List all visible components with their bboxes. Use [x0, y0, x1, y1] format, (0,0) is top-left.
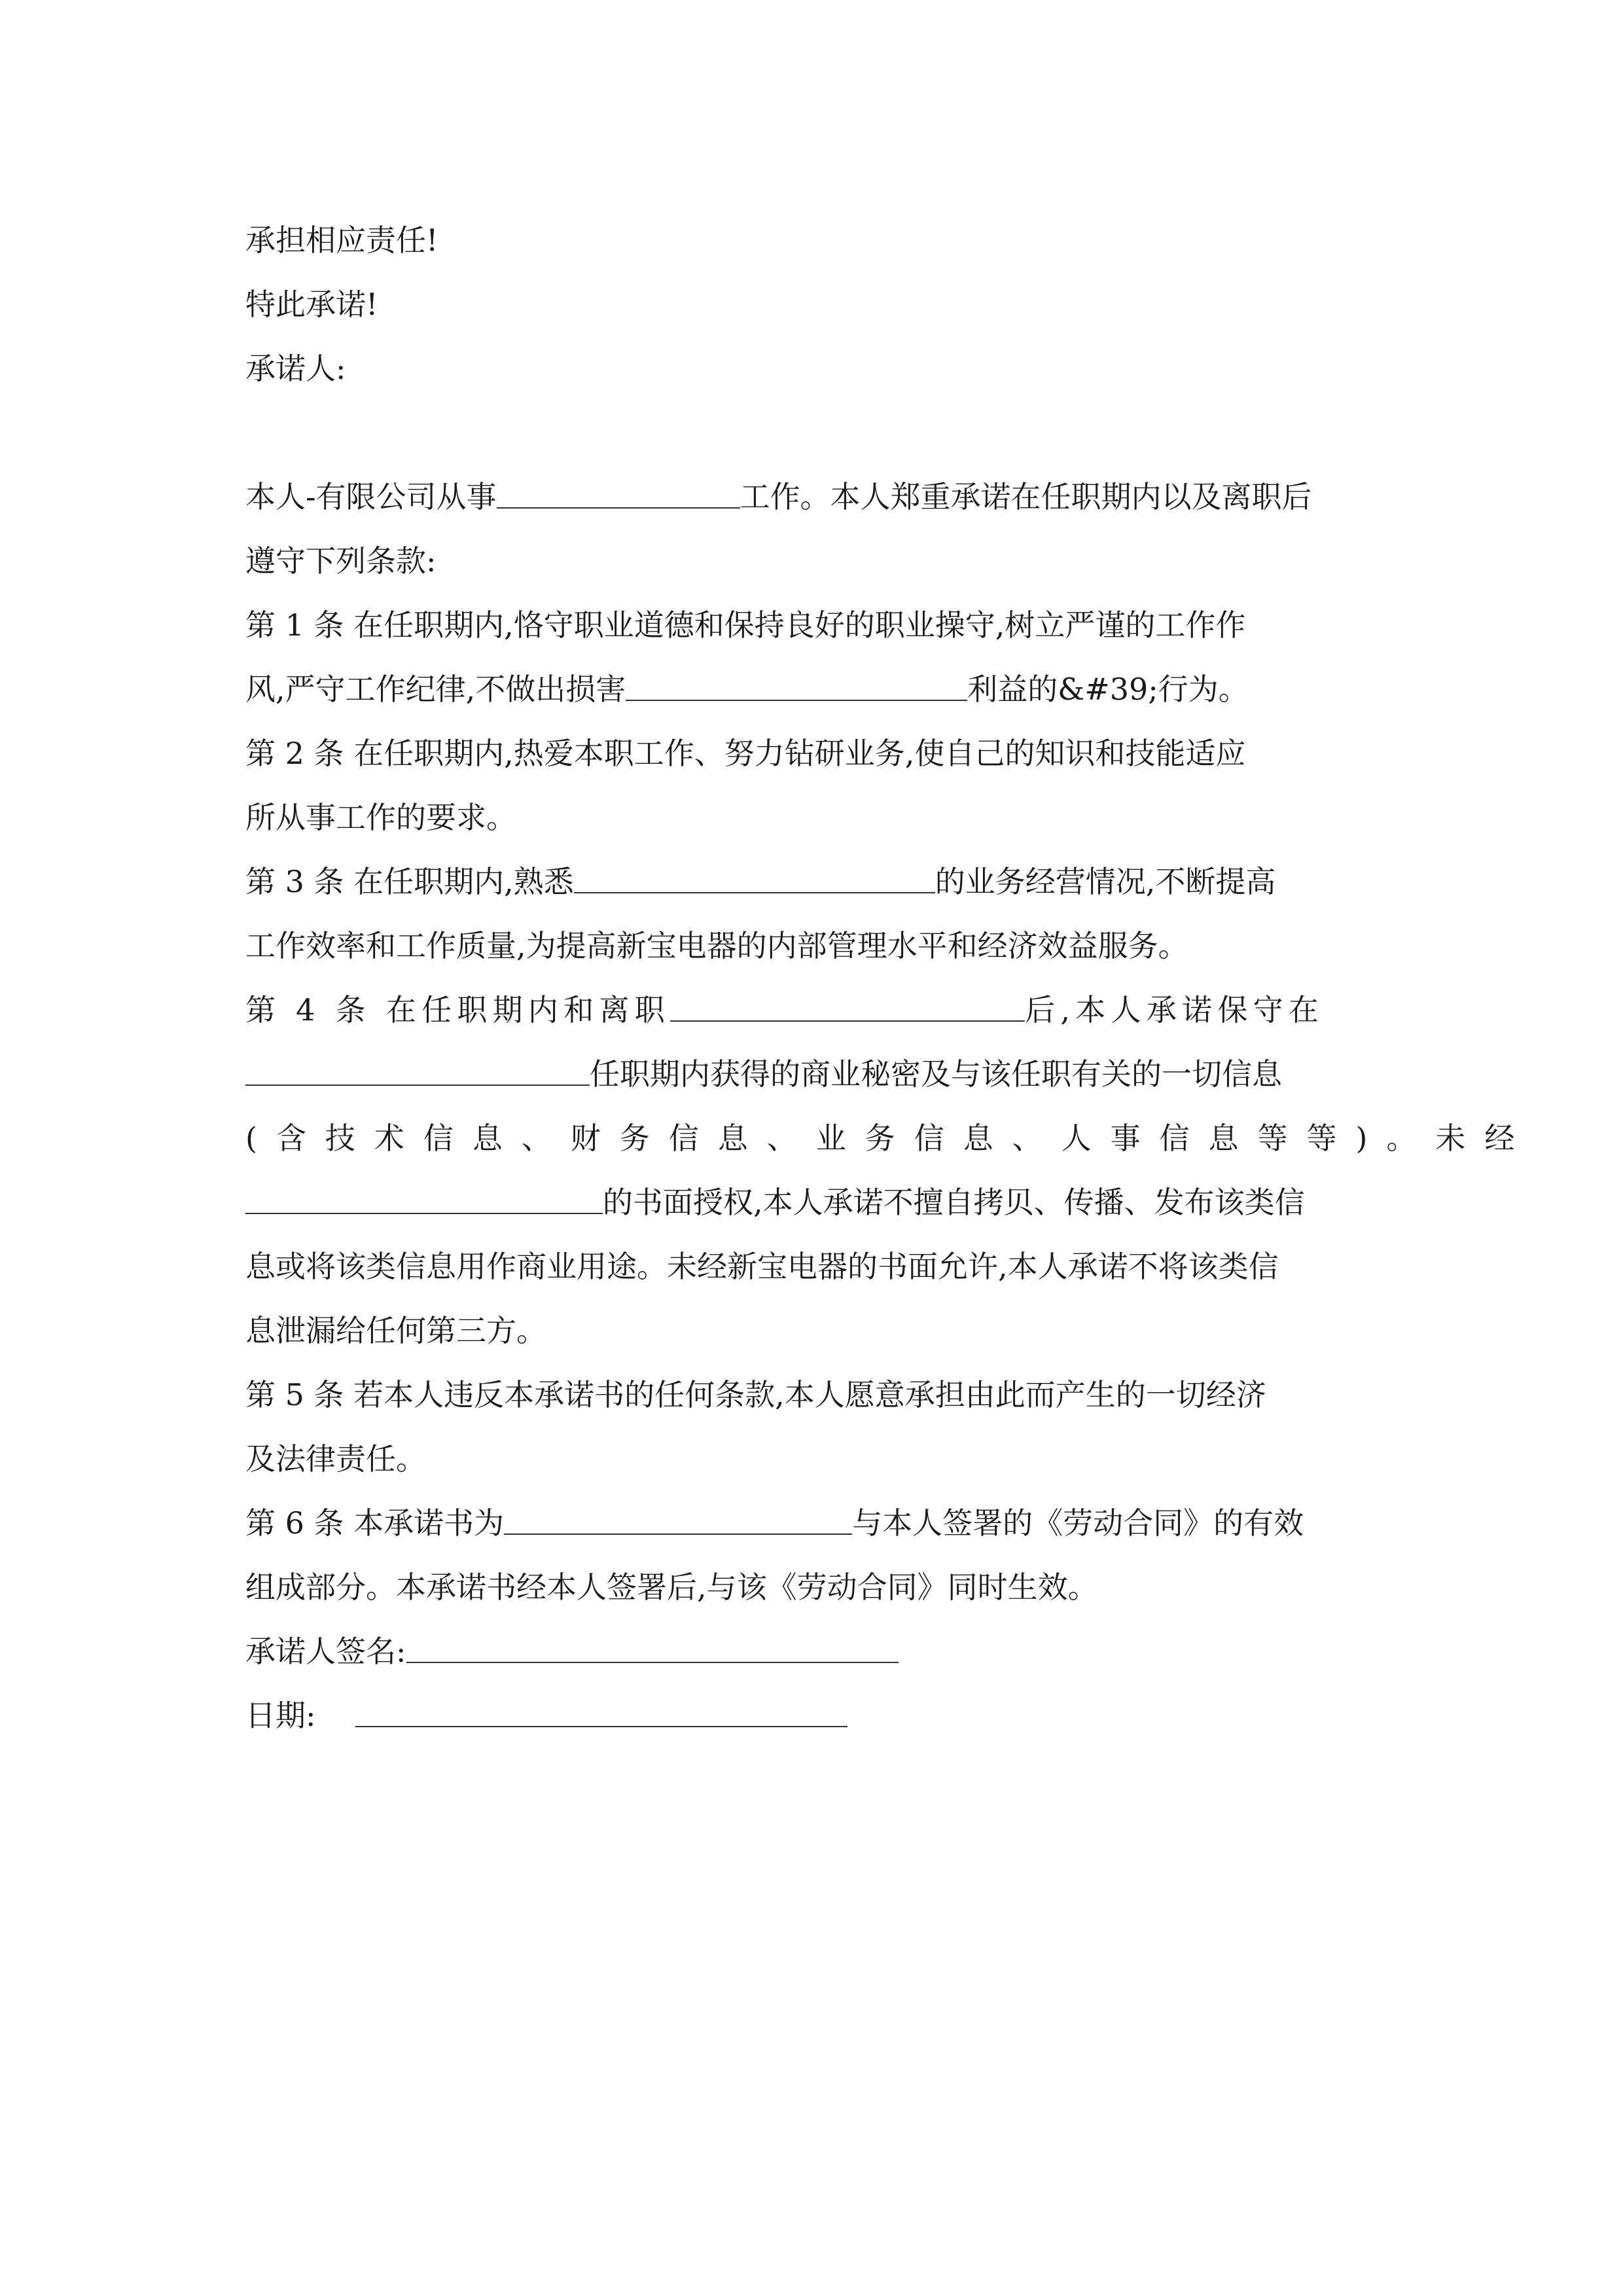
article-4-text-a: 第 4 条 在任职期内和离职: [245, 992, 671, 1028]
job-blank[interactable]: [497, 475, 740, 509]
header-line-1: 承担相应责任!: [245, 223, 438, 258]
company-blank-3[interactable]: [245, 1052, 590, 1086]
signer-signature-field[interactable]: [406, 1629, 899, 1663]
article-3-text-b: 的业务经营情况,不断提高: [935, 864, 1276, 899]
article-6-text-a: 第 6 条 本承诺书为: [245, 1505, 505, 1541]
article-6-text-b: 与本人签署的《劳动合同》的有效: [852, 1505, 1304, 1541]
company-blank-2[interactable]: [574, 859, 935, 893]
article-3-line-2: 工作效率和工作质量,为提高新宝电器的内部管理水平和经济效益服务。: [245, 928, 1188, 963]
header-line-2: 特此承诺!: [245, 287, 378, 322]
article-4-text-b: 后,本人承诺保守在: [1025, 992, 1325, 1028]
article-4-line-5: 息或将该类信息用作商业用途。未经新宝电器的书面允许,本人承诺不将该类信: [245, 1249, 1279, 1284]
article-4-line-2: [245, 1042, 1378, 1106]
article-4-line-1: [245, 978, 1378, 1042]
date-field[interactable]: [355, 1693, 847, 1727]
article-4-text-e: 的书面授权,本人承诺不擅自拷贝、传播、发布该类信: [603, 1185, 1305, 1220]
signer-line: [245, 1619, 1378, 1683]
signer-label: 承诺人签名:: [245, 1634, 406, 1669]
document-content: [245, 208, 1534, 1748]
article-4-line-3: [245, 1106, 1534, 1170]
paragraph-gap: [245, 401, 1378, 465]
article-1-text-b: 风,严守工作纪律,不做出损害: [245, 672, 626, 707]
article-4-line-4: [245, 1170, 1378, 1234]
article-6-line-2: 组成部分。本承诺书经本人签署后,与该《劳动合同》同时生效。: [245, 1570, 1098, 1605]
article-4-line-6: 息泄漏给任何第三方。: [245, 1313, 546, 1348]
article-4-text-d: (含技术信息、财务信息、业务信息、人事信息等等)。未经: [245, 1121, 1534, 1156]
intro-line-2: 遵守下列条款:: [245, 543, 437, 579]
article-1-line-1: 第 1 条 在任职期内,恪守职业道德和保持良好的职业操守,树立严谨的工作作: [245, 607, 1246, 643]
date-label: 日期:: [245, 1698, 316, 1733]
header-line-3: 承诺人:: [245, 351, 346, 386]
article-3-line-1: [245, 850, 1378, 914]
intro-text-b: 工作。本人郑重承诺在任职期内以及离职后: [740, 479, 1312, 514]
date-line: [245, 1683, 1378, 1748]
article-5-line-1: 第 5 条 若本人违反本承诺书的任何条款,本人愿意承担由此而产生的一切经济: [245, 1377, 1266, 1412]
company-blank-5[interactable]: [504, 1501, 852, 1535]
intro-text-a: 本人-有限公司从事: [245, 479, 497, 514]
article-1-line-2: [245, 657, 1378, 721]
article-1-text-c: 利益的&#39;行为。: [967, 672, 1249, 707]
article-5-line-2: 及法律责任。: [245, 1441, 426, 1477]
article-3-text-a: 第 3 条 在任职期内,熟悉: [245, 864, 574, 899]
intro-line-1: [245, 465, 1378, 529]
company-blank-1[interactable]: [626, 667, 967, 701]
article-6-line-1: [245, 1491, 1378, 1555]
company-blank-4[interactable]: [245, 1180, 603, 1214]
article-4-text-c: 任职期内获得的商业秘密及与该任职有关的一切信息: [590, 1056, 1282, 1092]
article-2-line-1: 第 2 条 在任职期内,热爱本职工作、努力钻研业务,使自己的知识和技能适应: [245, 736, 1246, 771]
article-2-line-2: 所从事工作的要求。: [245, 800, 516, 835]
time-blank[interactable]: [670, 988, 1025, 1022]
